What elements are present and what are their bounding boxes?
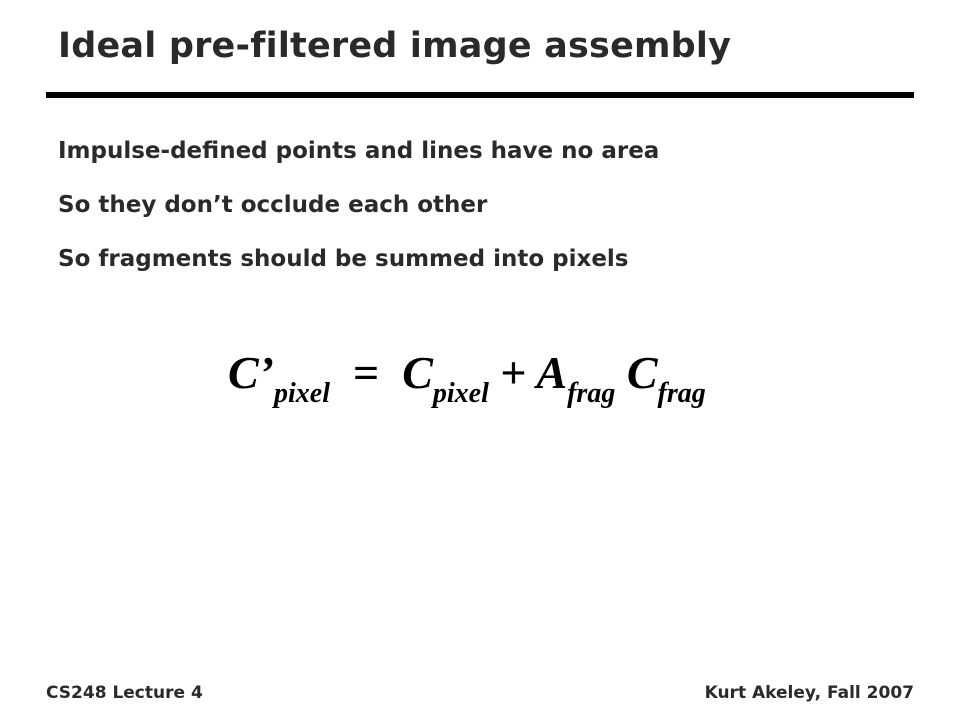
equation-term2-base: A bbox=[536, 347, 568, 398]
equation-term2-subscript: frag bbox=[567, 378, 616, 409]
bullet-item: So fragments should be summed into pixels bbox=[58, 246, 629, 272]
equation-term1-subscript: pixel bbox=[432, 378, 489, 409]
equation-lhs-base: C’ bbox=[228, 347, 274, 398]
equation-equals: = bbox=[353, 347, 380, 398]
equation-term1-base: C bbox=[402, 347, 433, 398]
slide-title: Ideal pre-filtered image assembly bbox=[58, 26, 732, 66]
bullet-item: Impulse-defined points and lines have no area bbox=[58, 138, 660, 164]
title-divider bbox=[46, 92, 914, 98]
equation-lhs-subscript: pixel bbox=[274, 378, 330, 409]
footer-course-label: CS248 Lecture 4 bbox=[46, 683, 203, 703]
equation-term3-base: C bbox=[626, 347, 658, 398]
footer-author-label: Kurt Akeley, Fall 2007 bbox=[704, 683, 914, 703]
bullet-item: So they don’t occlude each other bbox=[58, 192, 488, 218]
equation-term3-subscript: frag bbox=[657, 378, 706, 409]
equation-plus: + bbox=[500, 347, 527, 398]
compositing-equation bbox=[228, 347, 706, 409]
bullet-list bbox=[58, 134, 659, 296]
